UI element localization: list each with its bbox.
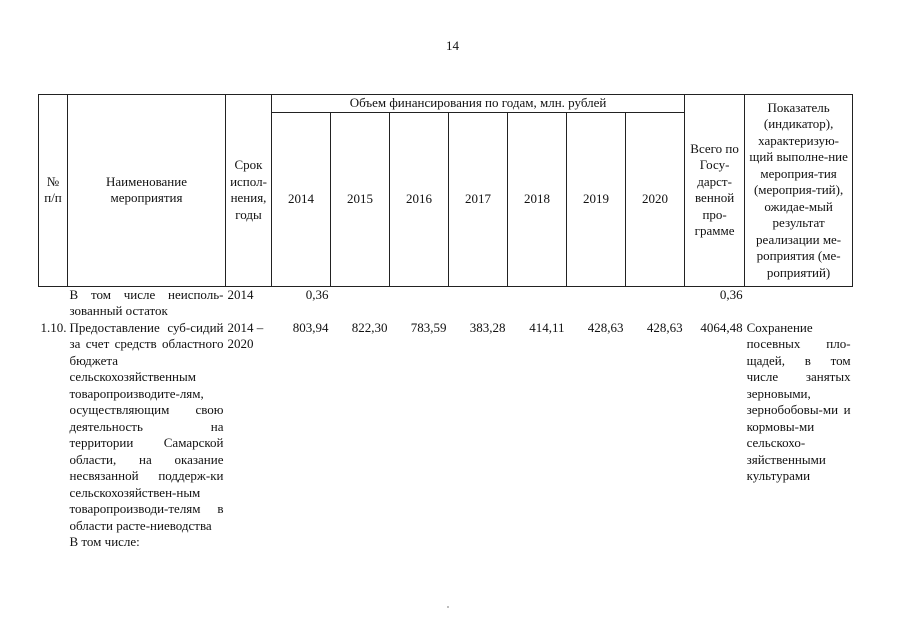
row-value: 783,59 (410, 319, 447, 335)
row-indicator: Сохранение посевных пло-щадей, в том числе занятых зерновыми, зернобобовы-ми и кормовы-ми сельскохо-зяйственными культурами (746, 319, 851, 483)
row-term (226, 320, 272, 535)
row-term-start: 2014 – (227, 319, 264, 335)
header-funding-title: Объем финансирования по годам, млн. рублей (272, 95, 685, 113)
header-total: Всего по Госу-дарст-венной про-грамме (685, 95, 745, 287)
header-row-top (39, 95, 853, 113)
row-value (390, 286, 449, 320)
row-value: 383,28 (469, 319, 506, 335)
financing-table (38, 94, 853, 551)
row-total: 0,36 (719, 286, 743, 302)
row-name: В том числе: (69, 534, 140, 549)
header-indicator: Показатель (индикатор), характеризую-щий выполне-ние мероприя-тия (мероприя-тий), ожидае-мый результат реализации ме-роприятия (ме-роприятий) (745, 95, 853, 287)
table-row (39, 534, 853, 551)
header-name: Наименование мероприятия (68, 95, 226, 287)
header-year: 2019 (567, 112, 626, 286)
header-num: № п/п (39, 95, 68, 287)
header-year: 2015 (331, 112, 390, 286)
row-value: 414,11 (529, 319, 565, 335)
row-term-end: 2020 (227, 336, 254, 351)
row-value: 428,63 (587, 319, 624, 335)
table-row (39, 320, 853, 535)
header-year: 2018 (508, 112, 567, 286)
row-num (39, 286, 68, 320)
row-value (626, 286, 685, 320)
header-term: Срок испол-нения, годы (226, 95, 272, 287)
row-value: 822,30 (351, 319, 388, 335)
header-year: 2020 (626, 112, 685, 286)
row-value: 803,94 (292, 319, 329, 335)
row-indicator (745, 286, 853, 320)
row-total: 4064,48 (700, 319, 743, 335)
row-name: В том числе неисполь-зованный остаток (69, 286, 224, 318)
row-num: 1.10. (40, 319, 67, 335)
speck-mark (447, 606, 449, 608)
header-year: 2017 (449, 112, 508, 286)
row-value (508, 286, 567, 320)
row-term: 2014 (227, 286, 254, 302)
row-value (567, 286, 626, 320)
page-number: 14 (446, 38, 459, 53)
row-value (449, 286, 508, 320)
table-row (39, 286, 853, 320)
header-year: 2014 (272, 112, 331, 286)
row-value: 0,36 (305, 286, 329, 302)
header-year: 2016 (390, 112, 449, 286)
row-value (331, 286, 390, 320)
row-value: 428,63 (646, 319, 683, 335)
row-name: Предоставление суб-сидий за счет средств областного бюджета сельскохозяйственным товаропроизводите-лям, осуществляющим свою деятельность на территории Самарской области, на оказание несвязанной поддерж-ки сельскохозяйствен-ным товаропроизводи-телям в области расте-ниеводства (69, 319, 224, 533)
